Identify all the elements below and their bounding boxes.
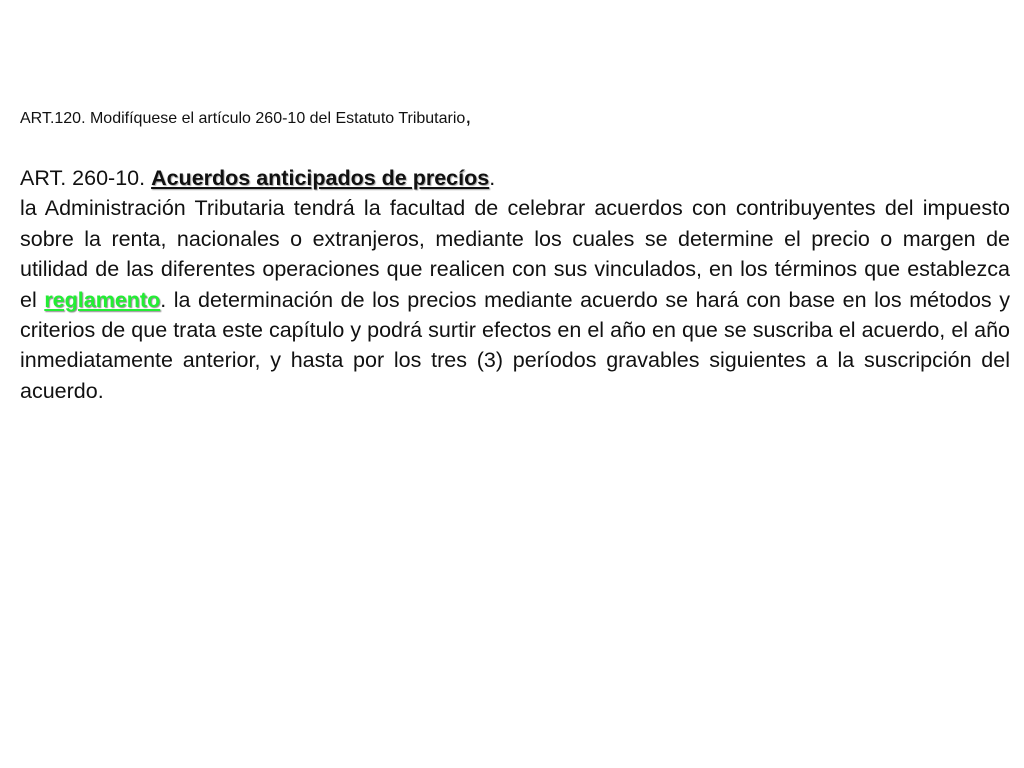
article-number: ART. 260-10.	[20, 166, 152, 190]
article-body	[20, 163, 1010, 406]
highlighted-term: reglamento	[44, 287, 161, 312]
article-heading-comma: ,	[465, 103, 472, 128]
article-paragraph	[20, 193, 1010, 406]
article-heading	[20, 105, 471, 130]
paragraph-text-after: . la determinación de los precios mediante acuerdo se hará con base en los métodos y criterios de que trata este capítulo y podrá surtir efectos en el año en que se suscriba el acuerdo, el año inmediatamente anterior, y hasta por los tres (3) períodos gravables siguientes a la suscripción del acuerdo.	[20, 287, 1010, 403]
article-title-period: .	[489, 166, 496, 190]
article-heading-text: ART.120. Modifíquese el artículo 260-10 del Estatuto Tributario	[20, 110, 466, 127]
article-title: Acuerdos anticipados de precíos	[151, 166, 490, 190]
paragraph-text-before: la Administración Tributaria tendrá la facultad de celebrar acuerdos con contribuyentes del impuesto sobre la renta, nacionales o extranjeros, mediante los cuales se determine el precio o margen de utilidad de las diferentes operaciones que realicen con sus vinculados, en los términos que establezca el	[20, 196, 1010, 312]
article-title-line	[20, 163, 1010, 193]
